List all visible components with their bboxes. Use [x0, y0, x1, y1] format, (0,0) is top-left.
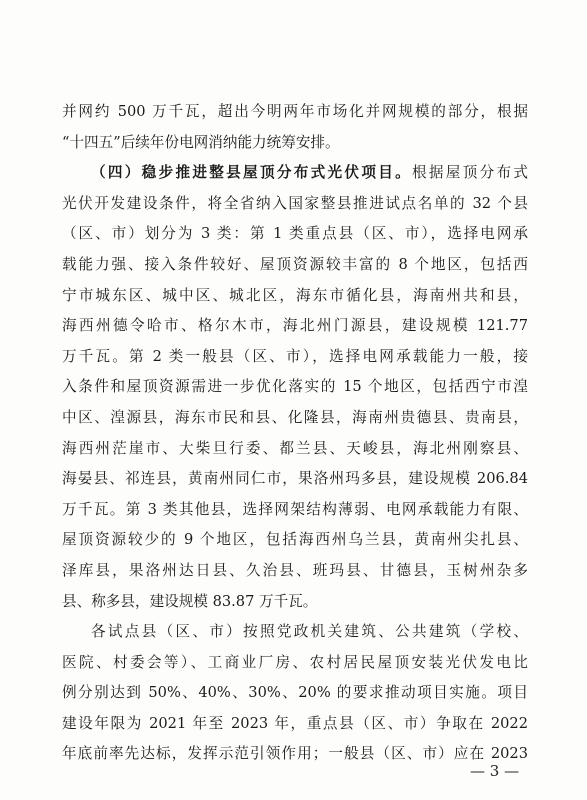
text-line: 海西州德令哈市、格尔木市，海北州门源县，建设规模 121.77: [62, 317, 528, 335]
text-line: “十四五”后续年份电网消纳能力统筹安排。: [62, 133, 340, 151]
text-line: 万千瓦。第 2 类一般县（区、市），选择电网承载能力一般，接: [62, 347, 528, 365]
text-line: [62, 158, 528, 189]
text-line: 海晏县、祁连县，黄南州同仁市，果洛州玛多县，建设规模 206.84: [62, 470, 528, 488]
text-line: 万千瓦。第 3 类其他县，选择网架结构薄弱、电网承载能力有限、: [62, 500, 528, 518]
text-line: 建设年限为 2021 年至 2023 年，重点县（区、市）争取在 2022: [62, 714, 528, 732]
heading-line-rest: 根据屋顶分布式: [412, 164, 528, 182]
text-line: 入条件和屋顶资源需进一步优化落实的 15 个地区，包括西宁市湟: [62, 378, 528, 396]
paragraph-2: [62, 158, 528, 617]
text-line: 县、称多县，建设规模 83.87 万千瓦。: [62, 592, 318, 610]
text-line: 并网约 500 万千瓦，超出今明两年市场化并网规模的部分，根据: [62, 103, 528, 120]
text-line: 各试点县（区、市）按照党政机关建筑、公共建筑（学校、: [91, 623, 528, 641]
text-line: （区、市）划分为 3 类：第 1 类重点县（区、市），选择电网承: [62, 225, 528, 243]
document-body: [62, 97, 528, 770]
text-line: 医院、村委会等）、工商业厂房、农村居民屋顶安装光伏发电比: [62, 653, 528, 671]
text-line: 屋顶资源较少的 9 个地区，包括海西州乌兰县，黄南州尖扎县、: [62, 531, 528, 549]
text-line: 年底前率先达标，发挥示范引领作用；一般县（区、市）应在 2023: [62, 745, 528, 763]
text-line: 宁市城东区、城中区、城北区，海东市循化县，海南州共和县，: [62, 286, 528, 304]
text-line: 中区、湟源县，海东市民和县、化隆县，海南州贵德县、贵南县，: [62, 408, 528, 426]
text-line: 载能力强、接入条件较好、屋顶资源较丰富的 8 个地区，包括西: [62, 255, 528, 273]
text-line: 光伏开发建设条件，将全省纳入国家整县推进试点名单的 32 个县: [62, 194, 528, 212]
page-number: — 3 —: [470, 762, 520, 780]
text-line: 泽库县，果洛州达日县、久治县、班玛县、甘德县，玉树州杂多: [62, 561, 528, 579]
paragraph-3: [62, 617, 528, 770]
section-heading: （四）稳步推进整县屋顶分布式光伏项目。: [91, 164, 413, 182]
paragraph-1: [62, 97, 528, 158]
text-line: 例分别达到 50%、40%、30%、20% 的要求推动项目实施。项目: [62, 684, 528, 702]
text-line: 海西州茫崖市、大柴旦行委、都兰县、天峻县，海北州刚察县、: [62, 439, 528, 457]
